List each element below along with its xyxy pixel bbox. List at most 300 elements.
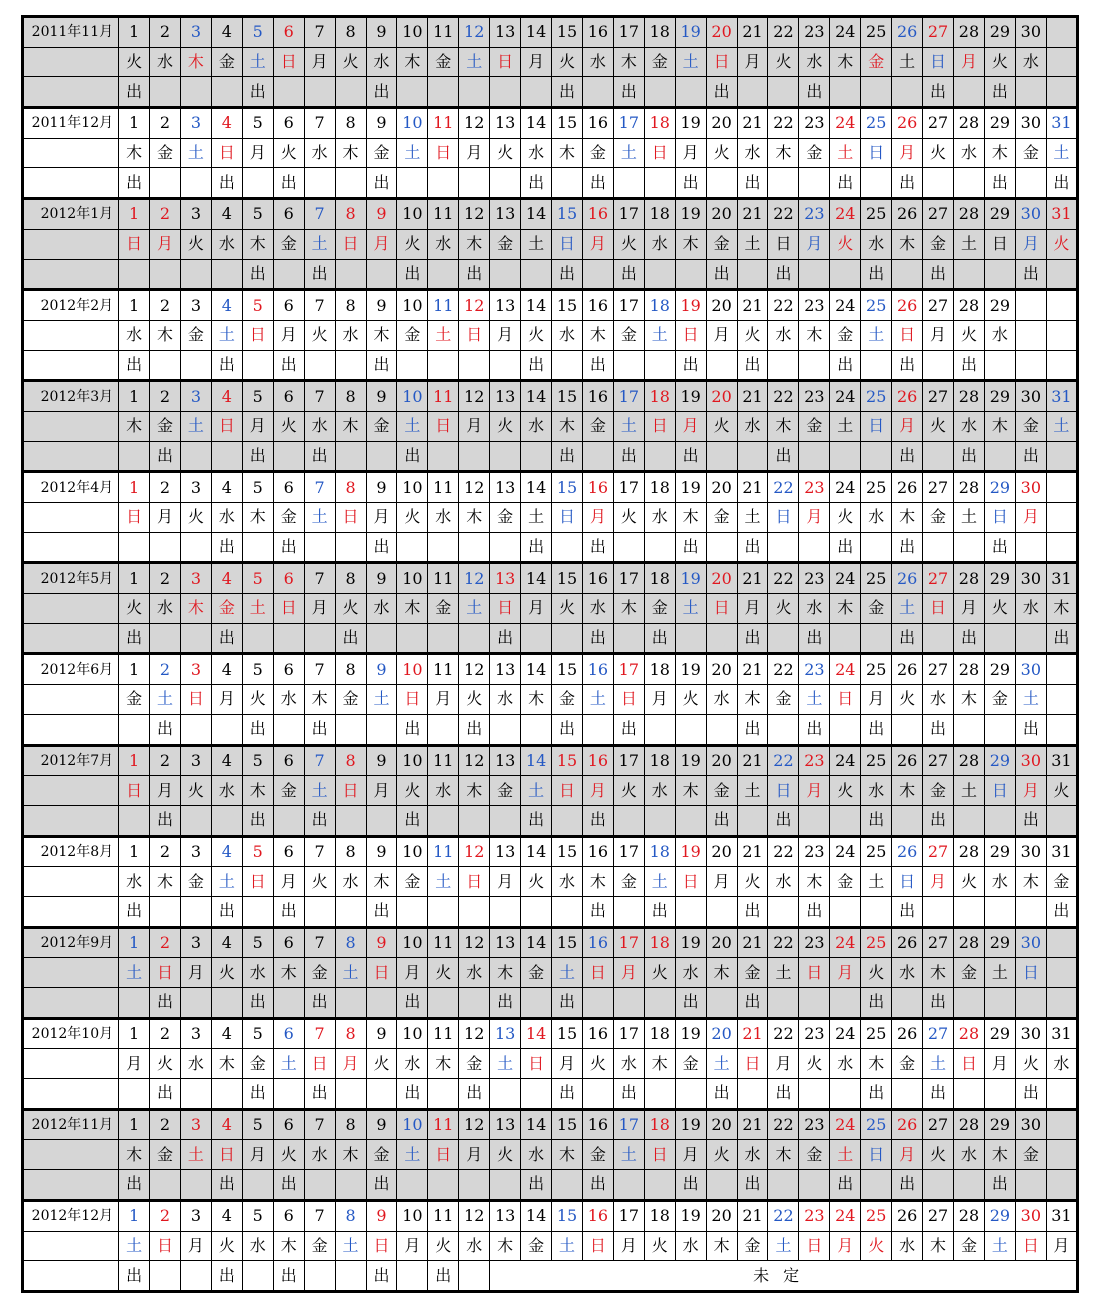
- day-number: 15: [552, 927, 583, 958]
- day-number: 26: [892, 290, 923, 321]
- day-number: 30: [1015, 1200, 1046, 1231]
- out-marker: 出: [397, 441, 428, 472]
- out-marker: [954, 259, 985, 290]
- out-marker: [1046, 1079, 1077, 1110]
- day-number: 7: [304, 472, 335, 503]
- day-number: 30: [1015, 472, 1046, 503]
- out-marker: 出: [304, 1079, 335, 1110]
- day-number: 26: [892, 108, 923, 139]
- out-marker: [799, 988, 830, 1019]
- weekday: 日: [613, 685, 644, 715]
- weekday: 火: [706, 138, 737, 168]
- month-label: 2012年8月: [23, 836, 119, 867]
- out-marker: [150, 532, 181, 563]
- month-label-spacer: [23, 229, 119, 259]
- day-number: 7: [304, 1018, 335, 1049]
- day-number: 27: [923, 17, 954, 48]
- out-marker: [706, 714, 737, 745]
- out-marker: [490, 77, 521, 108]
- out-marker: 出: [397, 988, 428, 1019]
- weekday: 水: [737, 411, 768, 441]
- weekday: 木: [552, 411, 583, 441]
- out-marker: [644, 350, 675, 381]
- weekday: 水: [706, 685, 737, 715]
- day-number: 7: [304, 1200, 335, 1231]
- weekday: 金: [954, 1231, 985, 1261]
- weekday: 土: [552, 958, 583, 988]
- day-number: 15: [552, 1200, 583, 1231]
- out-marker: [984, 259, 1015, 290]
- out-marker: 出: [644, 623, 675, 654]
- weekday-row: [23, 138, 1078, 168]
- weekday: 火: [954, 320, 985, 350]
- weekday: 土: [768, 1231, 799, 1261]
- out-marker: 出: [984, 532, 1015, 563]
- weekday: 火: [180, 503, 211, 533]
- out-marker: 出: [521, 168, 552, 199]
- month-label: 2012年11月: [23, 1109, 119, 1140]
- out-marker: 出: [119, 77, 150, 108]
- out-marker: [737, 77, 768, 108]
- day-number: 19: [675, 108, 706, 139]
- weekday: 土: [490, 1049, 521, 1079]
- weekday: 木: [490, 958, 521, 988]
- day-number: 1: [119, 17, 150, 48]
- month-label-spacer: [23, 1261, 119, 1292]
- month-label-spacer: [23, 685, 119, 715]
- weekday: 土: [335, 958, 366, 988]
- out-marker: 出: [552, 988, 583, 1019]
- weekday: 火: [706, 1140, 737, 1170]
- weekday: 水: [211, 229, 242, 259]
- day-number: 12: [459, 1200, 490, 1231]
- weekday: 水: [304, 138, 335, 168]
- day-number: 15: [552, 654, 583, 685]
- day-number: 24: [830, 745, 861, 776]
- out-marker: [521, 259, 552, 290]
- out-marker: [428, 532, 459, 563]
- weekday: 金: [1015, 411, 1046, 441]
- weekday: [1046, 503, 1077, 533]
- weekday: 月: [582, 776, 613, 806]
- out-row: [23, 714, 1078, 745]
- out-marker: [984, 350, 1015, 381]
- out-marker: [304, 77, 335, 108]
- out-marker: 出: [273, 168, 304, 199]
- day-number: 7: [304, 381, 335, 412]
- weekday: 木: [613, 47, 644, 77]
- weekday: 月: [706, 867, 737, 897]
- out-marker: 出: [521, 805, 552, 836]
- day-number: [1046, 472, 1077, 503]
- out-marker: [150, 1170, 181, 1201]
- out-marker: 出: [397, 1079, 428, 1110]
- day-number: 24: [830, 17, 861, 48]
- day-number: 11: [428, 563, 459, 594]
- day-number: 16: [582, 1018, 613, 1049]
- day-number: 13: [490, 927, 521, 958]
- out-marker: [180, 1261, 211, 1292]
- weekday: 土: [521, 503, 552, 533]
- out-marker: [799, 532, 830, 563]
- out-marker: [335, 441, 366, 472]
- day-number: 13: [490, 381, 521, 412]
- weekday: 火: [242, 685, 273, 715]
- out-marker: [459, 1170, 490, 1201]
- out-marker: [644, 714, 675, 745]
- weekday: 木: [799, 320, 830, 350]
- day-number: 19: [675, 654, 706, 685]
- month-label-spacer: [23, 714, 119, 745]
- weekday: 土: [737, 503, 768, 533]
- weekday: 金: [954, 958, 985, 988]
- weekday: 木: [830, 594, 861, 624]
- weekday: 金: [737, 1231, 768, 1261]
- weekday: 火: [428, 958, 459, 988]
- out-marker: 出: [242, 988, 273, 1019]
- day-number: 19: [675, 1018, 706, 1049]
- out-marker: 出: [706, 805, 737, 836]
- out-marker: 出: [150, 805, 181, 836]
- out-marker: [613, 350, 644, 381]
- out-marker: [211, 441, 242, 472]
- out-marker: 出: [211, 896, 242, 927]
- weekday: 月: [490, 320, 521, 350]
- day-number: 7: [304, 108, 335, 139]
- weekday: 火: [954, 867, 985, 897]
- day-number: 18: [644, 108, 675, 139]
- weekday: 水: [366, 47, 397, 77]
- out-marker: 出: [737, 168, 768, 199]
- weekday: 日: [273, 47, 304, 77]
- weekday: 木: [706, 1231, 737, 1261]
- out-marker: [552, 532, 583, 563]
- out-marker: [459, 988, 490, 1019]
- day-number: 5: [242, 199, 273, 230]
- out-marker: [273, 1079, 304, 1110]
- out-marker: [830, 1079, 861, 1110]
- out-marker: 出: [830, 532, 861, 563]
- day-number: 16: [582, 1109, 613, 1140]
- weekday: 水: [242, 1231, 273, 1261]
- out-marker: 出: [211, 350, 242, 381]
- day-number: 9: [366, 1018, 397, 1049]
- out-marker: 出: [119, 350, 150, 381]
- out-marker: 出: [675, 988, 706, 1019]
- day-number: 22: [768, 654, 799, 685]
- day-number: 6: [273, 836, 304, 867]
- day-number: 10: [397, 108, 428, 139]
- day-number: 30: [1015, 563, 1046, 594]
- day-number: 26: [892, 563, 923, 594]
- weekday: 日: [335, 229, 366, 259]
- weekday: 土: [613, 138, 644, 168]
- weekday: 日: [737, 1049, 768, 1079]
- day-number: 31: [1046, 108, 1077, 139]
- out-marker: 出: [552, 259, 583, 290]
- day-number: 3: [180, 745, 211, 776]
- day-number: 5: [242, 1200, 273, 1231]
- day-number: 23: [799, 17, 830, 48]
- out-marker: [490, 896, 521, 927]
- day-number: 3: [180, 563, 211, 594]
- day-number: 11: [428, 17, 459, 48]
- day-number: [1046, 1109, 1077, 1140]
- out-marker: [397, 1261, 428, 1292]
- weekday: 水: [335, 320, 366, 350]
- weekday: 月: [552, 1049, 583, 1079]
- weekday: 月: [799, 776, 830, 806]
- day-number: 22: [768, 1109, 799, 1140]
- out-marker: 出: [737, 896, 768, 927]
- weekday: 木: [119, 138, 150, 168]
- out-marker: 出: [521, 350, 552, 381]
- out-marker: 出: [892, 623, 923, 654]
- weekday: 日: [552, 229, 583, 259]
- day-number: 20: [706, 927, 737, 958]
- day-number: 24: [830, 472, 861, 503]
- weekday: 日: [706, 594, 737, 624]
- day-number: 17: [613, 654, 644, 685]
- out-marker: [675, 805, 706, 836]
- day-number: 6: [273, 1200, 304, 1231]
- day-number: 30: [1015, 654, 1046, 685]
- day-number: 14: [521, 1200, 552, 1231]
- day-number: 25: [861, 290, 892, 321]
- day-number: 2: [150, 381, 181, 412]
- out-marker: [1046, 441, 1077, 472]
- weekday: 金: [1015, 138, 1046, 168]
- day-number: 1: [119, 654, 150, 685]
- day-number: 16: [582, 836, 613, 867]
- day-number: 19: [675, 472, 706, 503]
- out-marker: 出: [397, 805, 428, 836]
- weekday: 土: [428, 320, 459, 350]
- day-number: 27: [923, 381, 954, 412]
- out-marker: [397, 350, 428, 381]
- weekday: 金: [211, 594, 242, 624]
- weekday: 木: [768, 138, 799, 168]
- day-number: 14: [521, 381, 552, 412]
- weekday: 金: [397, 320, 428, 350]
- weekday: 金: [304, 1231, 335, 1261]
- out-marker: [582, 714, 613, 745]
- out-marker: 出: [675, 1170, 706, 1201]
- day-number: 12: [459, 836, 490, 867]
- weekday: 木: [984, 411, 1015, 441]
- day-number: 17: [613, 927, 644, 958]
- weekday: 月: [675, 138, 706, 168]
- out-marker: [861, 350, 892, 381]
- day-number: 10: [397, 836, 428, 867]
- out-marker: [1046, 350, 1077, 381]
- day-number: 26: [892, 927, 923, 958]
- weekday: 月: [799, 503, 830, 533]
- weekday: 土: [180, 411, 211, 441]
- weekday: 日: [582, 958, 613, 988]
- weekday: 土: [242, 47, 273, 77]
- month-label-spacer: [23, 896, 119, 927]
- weekday: 月: [923, 320, 954, 350]
- weekday: 木: [397, 47, 428, 77]
- weekday: 火: [335, 47, 366, 77]
- out-marker: 出: [366, 1170, 397, 1201]
- day-number: 11: [428, 1200, 459, 1231]
- weekday: 木: [335, 1140, 366, 1170]
- day-number: 24: [830, 836, 861, 867]
- day-number: 23: [799, 381, 830, 412]
- weekday: 水: [304, 1140, 335, 1170]
- out-marker: 出: [675, 168, 706, 199]
- weekday: 日: [242, 867, 273, 897]
- day-number: 10: [397, 17, 428, 48]
- weekday: 土: [644, 867, 675, 897]
- weekday: 火: [119, 594, 150, 624]
- out-marker: [242, 1170, 273, 1201]
- weekday-row: [23, 47, 1078, 77]
- day-number: 14: [521, 1109, 552, 1140]
- weekday: 水: [644, 503, 675, 533]
- out-marker: [1015, 168, 1046, 199]
- out-marker: 出: [892, 1170, 923, 1201]
- out-marker: [582, 441, 613, 472]
- weekday: 金: [582, 138, 613, 168]
- out-marker: 出: [521, 1170, 552, 1201]
- out-marker: 出: [768, 441, 799, 472]
- day-number: 12: [459, 563, 490, 594]
- out-marker: [613, 623, 644, 654]
- out-marker: 出: [582, 805, 613, 836]
- weekday: 土: [366, 685, 397, 715]
- day-number: 25: [861, 1109, 892, 1140]
- day-number-row: [23, 745, 1078, 776]
- out-marker: [521, 988, 552, 1019]
- out-marker: [954, 77, 985, 108]
- day-number: 9: [366, 381, 397, 412]
- day-number: 16: [582, 745, 613, 776]
- out-marker: 出: [1046, 896, 1077, 927]
- weekday: 木: [582, 320, 613, 350]
- day-number: 23: [799, 745, 830, 776]
- day-number: 21: [737, 1200, 768, 1231]
- day-number: 9: [366, 17, 397, 48]
- day-number: 12: [459, 1018, 490, 1049]
- weekday: 金: [582, 1140, 613, 1170]
- out-marker: 出: [892, 532, 923, 563]
- out-marker: [397, 77, 428, 108]
- out-marker: 出: [768, 805, 799, 836]
- day-number: 9: [366, 745, 397, 776]
- out-marker: [366, 1079, 397, 1110]
- day-number: 12: [459, 17, 490, 48]
- day-number: 16: [582, 654, 613, 685]
- day-number: [1046, 654, 1077, 685]
- out-marker: 出: [273, 350, 304, 381]
- out-marker: 出: [211, 168, 242, 199]
- out-marker: [675, 1079, 706, 1110]
- weekday: 火: [737, 867, 768, 897]
- day-number: 17: [613, 108, 644, 139]
- weekday: 日: [273, 594, 304, 624]
- out-marker: [1015, 896, 1046, 927]
- day-number: 11: [428, 108, 459, 139]
- day-number: 21: [737, 199, 768, 230]
- weekday: 月: [150, 503, 181, 533]
- day-number: 2: [150, 654, 181, 685]
- day-number: 13: [490, 1109, 521, 1140]
- out-marker: [211, 1079, 242, 1110]
- weekday: 火: [923, 411, 954, 441]
- weekday: 日: [861, 138, 892, 168]
- weekday: 日: [119, 503, 150, 533]
- weekday: 金: [613, 867, 644, 897]
- weekday: 日: [180, 685, 211, 715]
- out-marker: [180, 896, 211, 927]
- day-number-row: [23, 381, 1078, 412]
- out-marker: 出: [119, 168, 150, 199]
- day-number-row: [23, 472, 1078, 503]
- day-number: 18: [644, 472, 675, 503]
- weekday: 水: [644, 776, 675, 806]
- weekday: 火: [459, 685, 490, 715]
- weekday: 金: [613, 320, 644, 350]
- day-number: 21: [737, 836, 768, 867]
- weekday: 日: [150, 1231, 181, 1261]
- day-number: 20: [706, 654, 737, 685]
- weekday: 金: [150, 138, 181, 168]
- out-marker: [923, 168, 954, 199]
- weekday: 月: [799, 229, 830, 259]
- weekday: 月: [1015, 776, 1046, 806]
- weekday: 金: [861, 47, 892, 77]
- weekday: 日: [644, 138, 675, 168]
- day-number: 17: [613, 1200, 644, 1231]
- weekday: 木: [799, 867, 830, 897]
- weekday-row: [23, 1140, 1078, 1170]
- weekday: 火: [490, 1140, 521, 1170]
- day-number: 31: [1046, 745, 1077, 776]
- day-number: 20: [706, 17, 737, 48]
- weekday: 水: [675, 958, 706, 988]
- out-marker: 出: [459, 714, 490, 745]
- day-number: 27: [923, 1109, 954, 1140]
- out-marker: [1015, 623, 1046, 654]
- weekday: 月: [582, 229, 613, 259]
- weekday: 土: [273, 1049, 304, 1079]
- weekday: 水: [799, 47, 830, 77]
- out-marker: 出: [706, 259, 737, 290]
- out-marker: [119, 805, 150, 836]
- out-marker: 出: [552, 1079, 583, 1110]
- out-marker: [552, 168, 583, 199]
- out-marker: [923, 532, 954, 563]
- month-label-spacer: [23, 776, 119, 806]
- weekday: 水: [552, 320, 583, 350]
- month-label-spacer: [23, 594, 119, 624]
- weekday: 火: [613, 776, 644, 806]
- out-marker: [335, 988, 366, 1019]
- day-number: 21: [737, 1109, 768, 1140]
- out-marker: [150, 77, 181, 108]
- day-number: 24: [830, 381, 861, 412]
- day-number: 1: [119, 1109, 150, 1140]
- out-marker: [242, 623, 273, 654]
- day-number: 23: [799, 290, 830, 321]
- day-number: 12: [459, 472, 490, 503]
- weekday: 火: [984, 594, 1015, 624]
- weekday: 火: [923, 138, 954, 168]
- out-marker: [768, 896, 799, 927]
